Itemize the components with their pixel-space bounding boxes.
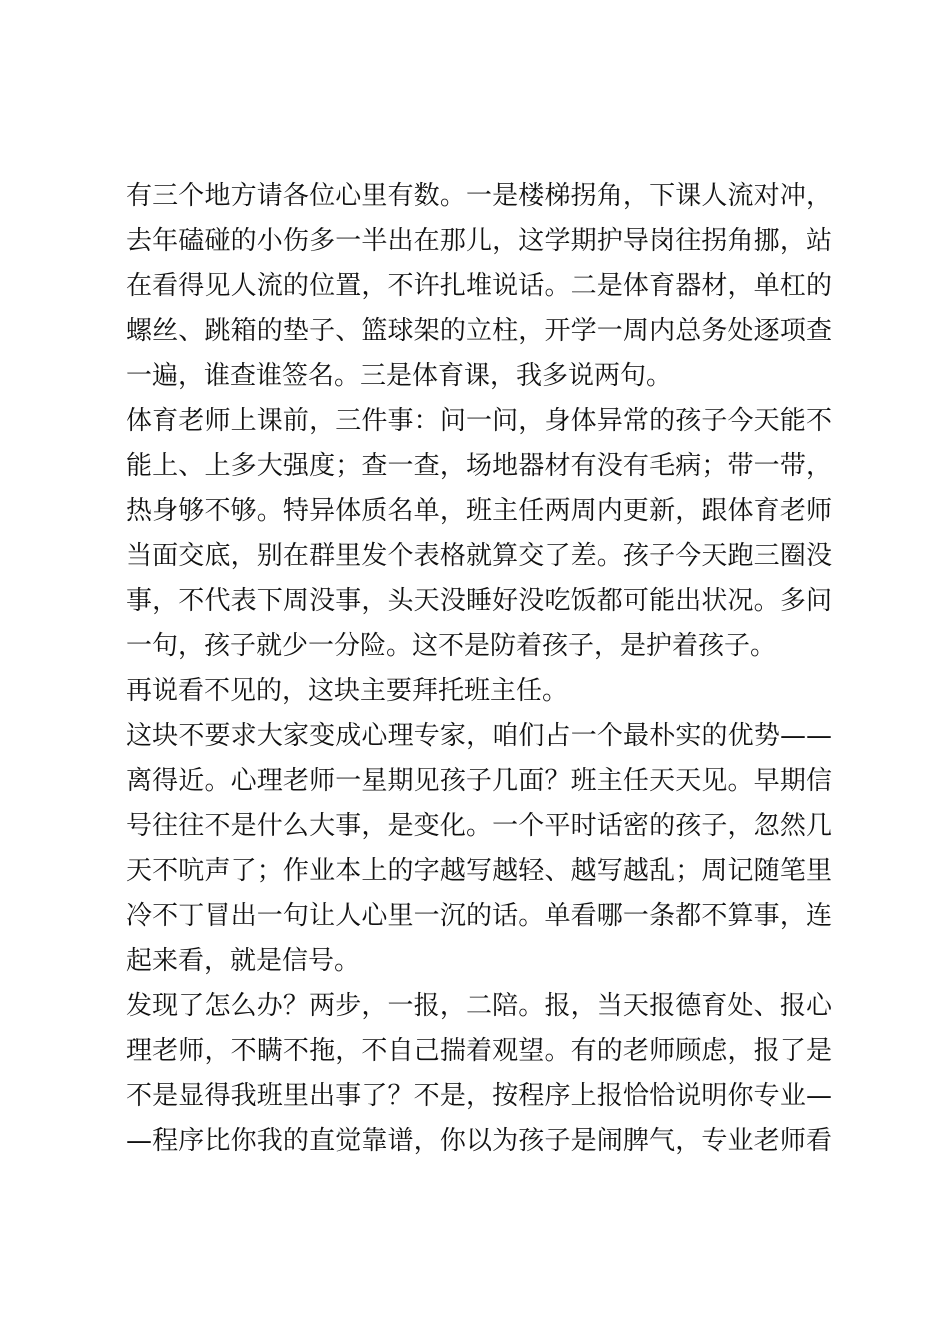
text-line: 理老师，不瞒不拖，不自己揣着观望。有的老师顾虑，报了是 xyxy=(126,1036,832,1066)
text-line: 再说看不见的，这块主要拜托班主任。 xyxy=(126,676,569,706)
text-line: 体育老师上课前，三件事：问一问，身体异常的孩子今天能不 xyxy=(126,406,832,436)
body-text xyxy=(126,174,832,1164)
text-line: 天不吭声了；作业本上的字越写越轻、越写越乱；周记随笔里 xyxy=(126,856,832,886)
text-line: 在看得见人流的位置，不许扎堆说话。二是体育器材，单杠的 xyxy=(126,271,832,301)
text-line: 冷不丁冒出一句让人心里一沉的话。单看哪一条都不算事，连 xyxy=(126,901,832,931)
text-line: 起来看，就是信号。 xyxy=(126,946,361,976)
text-line: 一句，孩子就少一分险。这不是防着孩子，是护着孩子。 xyxy=(126,631,777,661)
text-line: 不是显得我班里出事了？不是，按程序上报恰恰说明你专业— xyxy=(126,1081,832,1111)
text-line: 号往往不是什么大事，是变化。一个平时话密的孩子，忽然几 xyxy=(126,811,832,841)
text-line: 一遍，谁查谁签名。三是体育课，我多说两句。 xyxy=(126,361,673,391)
text-line: 当面交底，别在群里发个表格就算交了差。孩子今天跑三圈没 xyxy=(126,541,832,571)
text-line: 去年磕碰的小伤多一半出在那儿，这学期护导岗往拐角挪，站 xyxy=(126,226,832,256)
text-line: 能上、上多大强度；查一查，场地器材有没有毛病；带一带， xyxy=(126,451,832,481)
text-line: 事，不代表下周没事，头天没睡好没吃饭都可能出状况。多问 xyxy=(126,586,832,616)
text-line: 螺丝、跳箱的垫子、篮球架的立柱，开学一周内总务处逐项查 xyxy=(126,316,832,346)
text-line: 热身够不够。特异体质名单，班主任两周内更新，跟体育老师 xyxy=(126,496,832,526)
text-line: 这块不要求大家变成心理专家，咱们占一个最朴实的优势—— xyxy=(126,721,832,751)
text-line: —程序比你我的直觉靠谱，你以为孩子是闹脾气，专业老师看 xyxy=(126,1126,832,1156)
text-line: 有三个地方请各位心里有数。一是楼梯拐角，下课人流对冲， xyxy=(126,181,832,211)
text-line: 离得近。心理老师一星期见孩子几面？班主任天天见。早期信 xyxy=(126,766,832,796)
text-line: 发现了怎么办？两步，一报，二陪。报，当天报德育处、报心 xyxy=(126,991,832,1021)
